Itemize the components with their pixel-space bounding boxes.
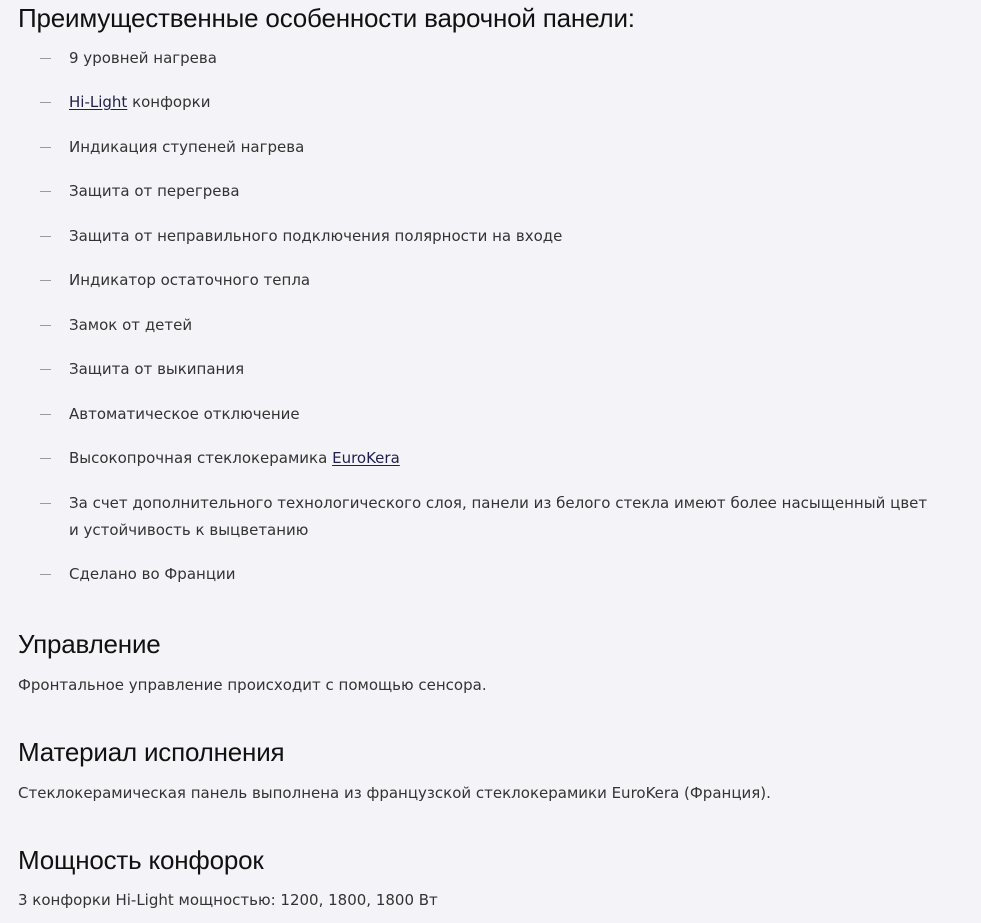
list-item-text: За счет дополнительного технологического слоя, панели из белого стекла имеют более насыщенный цвет и устойчивость к выцветанию bbox=[69, 494, 928, 539]
features-heading: Преимущественные особенности варочной панели: bbox=[18, 3, 635, 33]
list-item-text: Замок от детей bbox=[69, 316, 193, 334]
list-item-text-head: Высокопрочная стеклокерамика bbox=[69, 449, 333, 467]
dash-bullet-icon bbox=[40, 503, 51, 504]
material-text: Стеклокерамическая панель выполнена из французской стеклокерамики EuroKera (Франция). bbox=[18, 784, 771, 802]
dash-bullet-icon bbox=[40, 458, 51, 459]
list-item-text: 9 уровней нагрева bbox=[69, 49, 217, 67]
list-item-text: Защита от перегрева bbox=[69, 182, 240, 200]
dash-bullet-icon bbox=[40, 236, 51, 237]
list-item bbox=[40, 89, 940, 116]
list-item bbox=[40, 401, 940, 428]
hi-light-link[interactable]: Hi-Light bbox=[69, 93, 128, 111]
dash-bullet-icon bbox=[40, 58, 51, 59]
dash-bullet-icon bbox=[40, 414, 51, 415]
eurokera-link[interactable]: EuroKera bbox=[332, 449, 400, 467]
power-heading: Мощность конфорок bbox=[18, 845, 264, 875]
list-item bbox=[40, 490, 940, 544]
list-item-text-tail: конфорки bbox=[127, 93, 211, 111]
power-text: 3 конфорки Hi-Light мощностью: 1200, 1800, 1800 Вт bbox=[18, 891, 438, 909]
material-heading: Материал исполнения bbox=[18, 737, 285, 767]
dash-bullet-icon bbox=[40, 574, 51, 575]
dash-bullet-icon bbox=[40, 191, 51, 192]
list-item-text: Индикатор остаточного тепла bbox=[69, 271, 311, 289]
list-item-text: Индикация ступеней нагрева bbox=[69, 138, 305, 156]
list-item-text: Автоматическое отключение bbox=[69, 405, 300, 423]
list-item bbox=[40, 223, 940, 250]
list-item bbox=[40, 312, 940, 339]
dash-bullet-icon bbox=[40, 147, 51, 148]
list-item bbox=[40, 561, 940, 588]
list-item-text: Сделано во Франции bbox=[69, 565, 236, 583]
list-item-text bbox=[69, 445, 940, 472]
dash-bullet-icon bbox=[40, 102, 51, 103]
list-item bbox=[40, 356, 940, 383]
list-item bbox=[40, 134, 940, 161]
list-item bbox=[40, 267, 940, 294]
list-item-text: Защита от выкипания bbox=[69, 360, 245, 378]
list-item bbox=[40, 178, 940, 205]
list-item-text: Защита от неправильного подключения полярности на входе bbox=[69, 227, 563, 245]
list-item bbox=[40, 45, 940, 72]
dash-bullet-icon bbox=[40, 280, 51, 281]
control-heading: Управление bbox=[18, 629, 161, 659]
dash-bullet-icon bbox=[40, 325, 51, 326]
control-text: Фронтальное управление происходит с помощью сенсора. bbox=[18, 676, 487, 694]
list-item bbox=[40, 445, 940, 472]
dash-bullet-icon bbox=[40, 369, 51, 370]
list-item-text bbox=[69, 89, 940, 116]
